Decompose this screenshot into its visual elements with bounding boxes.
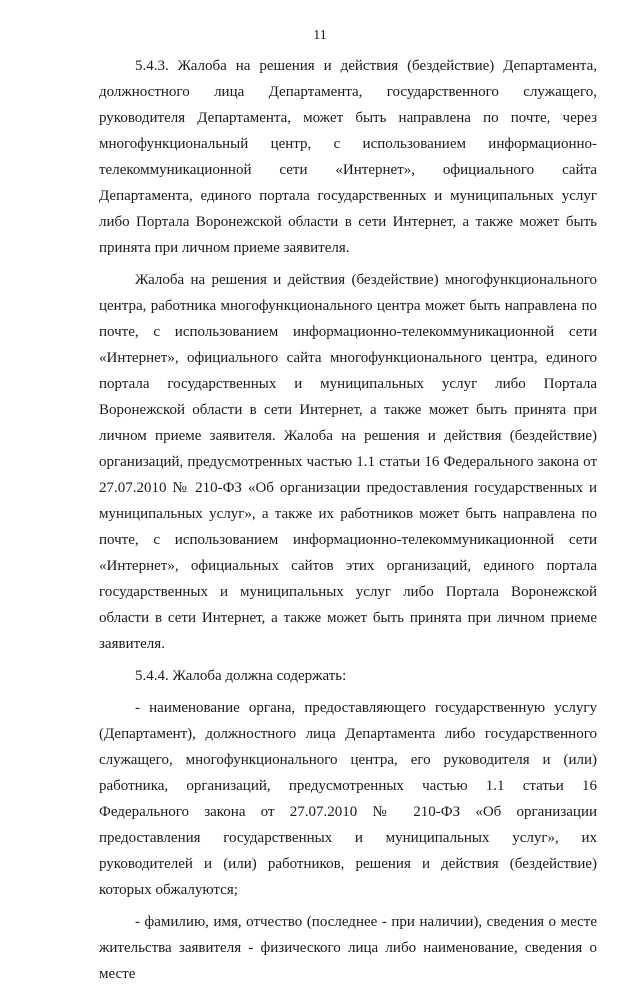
- page-number: 11: [313, 28, 327, 43]
- paragraph-5-4-3: 5.4.3. Жалоба на решения и действия (бездействие) Департамента, должностного лица Департамента, государственного служащего, руководителя Департамента, может быть направлена по почте, через многофункциональный центр, с использованием информационно-телекоммуникационной сети «Интернет», официального сайта Департамента, единого портала государственных и муниципальных услуг либо Портала Воронежской области в сети Интернет, а также может быть принята при личном приеме заявителя.: [99, 58, 597, 256]
- document-body: [99, 53, 597, 987]
- paragraph-mfc-complaint: Жалоба на решения и действия (бездействие) многофункционального центра, работника многофункционального центра может быть направлена по почте, с использованием информационно-телекоммуникационной сети «Интернет», официального сайта многофункционального центра, единого портала государственных и муниципальных услуг либо Портала Воронежской области в сети Интернет, а также может быть принята при личном приеме заявителя. Жалоба на решения и действия (бездействие) организаций, предусмотренных частью 1.1 статьи 16 Федерального закона от 27.07.2010 № 210-ФЗ «Об организации предоставления государственных и муниципальных услуг», а также их работников может быть направлена по почте, с использованием информационно-телекоммуникационной сети «Интернет», официальных сайтов этих организаций, единого портала государственных и муниципальных услуг либо Портала Воронежской области в сети Интернет, а также может быть принята при личном приеме заявителя.: [99, 272, 597, 652]
- list-item-applicant-details: - фамилию, имя, отчество (последнее - при наличии), сведения о месте жительства заявителя - физического лица либо наименование, сведения о месте: [99, 914, 597, 982]
- paragraph-5-4-4: 5.4.4. Жалоба должна содержать:: [135, 668, 347, 684]
- list-item-authority-name: - наименование органа, предоставляющего государственную услугу (Департамент), должностного лица Департамента либо государственного служащего, многофункционального центра, его руководителя и (или) работника, организаций, предусмотренных частью 1.1 статьи 16 Федерального закона от 27.07.2010 № 210-ФЗ «Об организации предоставления государственных и муниципальных услуг», их руководителей и (или) работников, решения и действия (бездействие) которых обжалуются;: [99, 700, 597, 898]
